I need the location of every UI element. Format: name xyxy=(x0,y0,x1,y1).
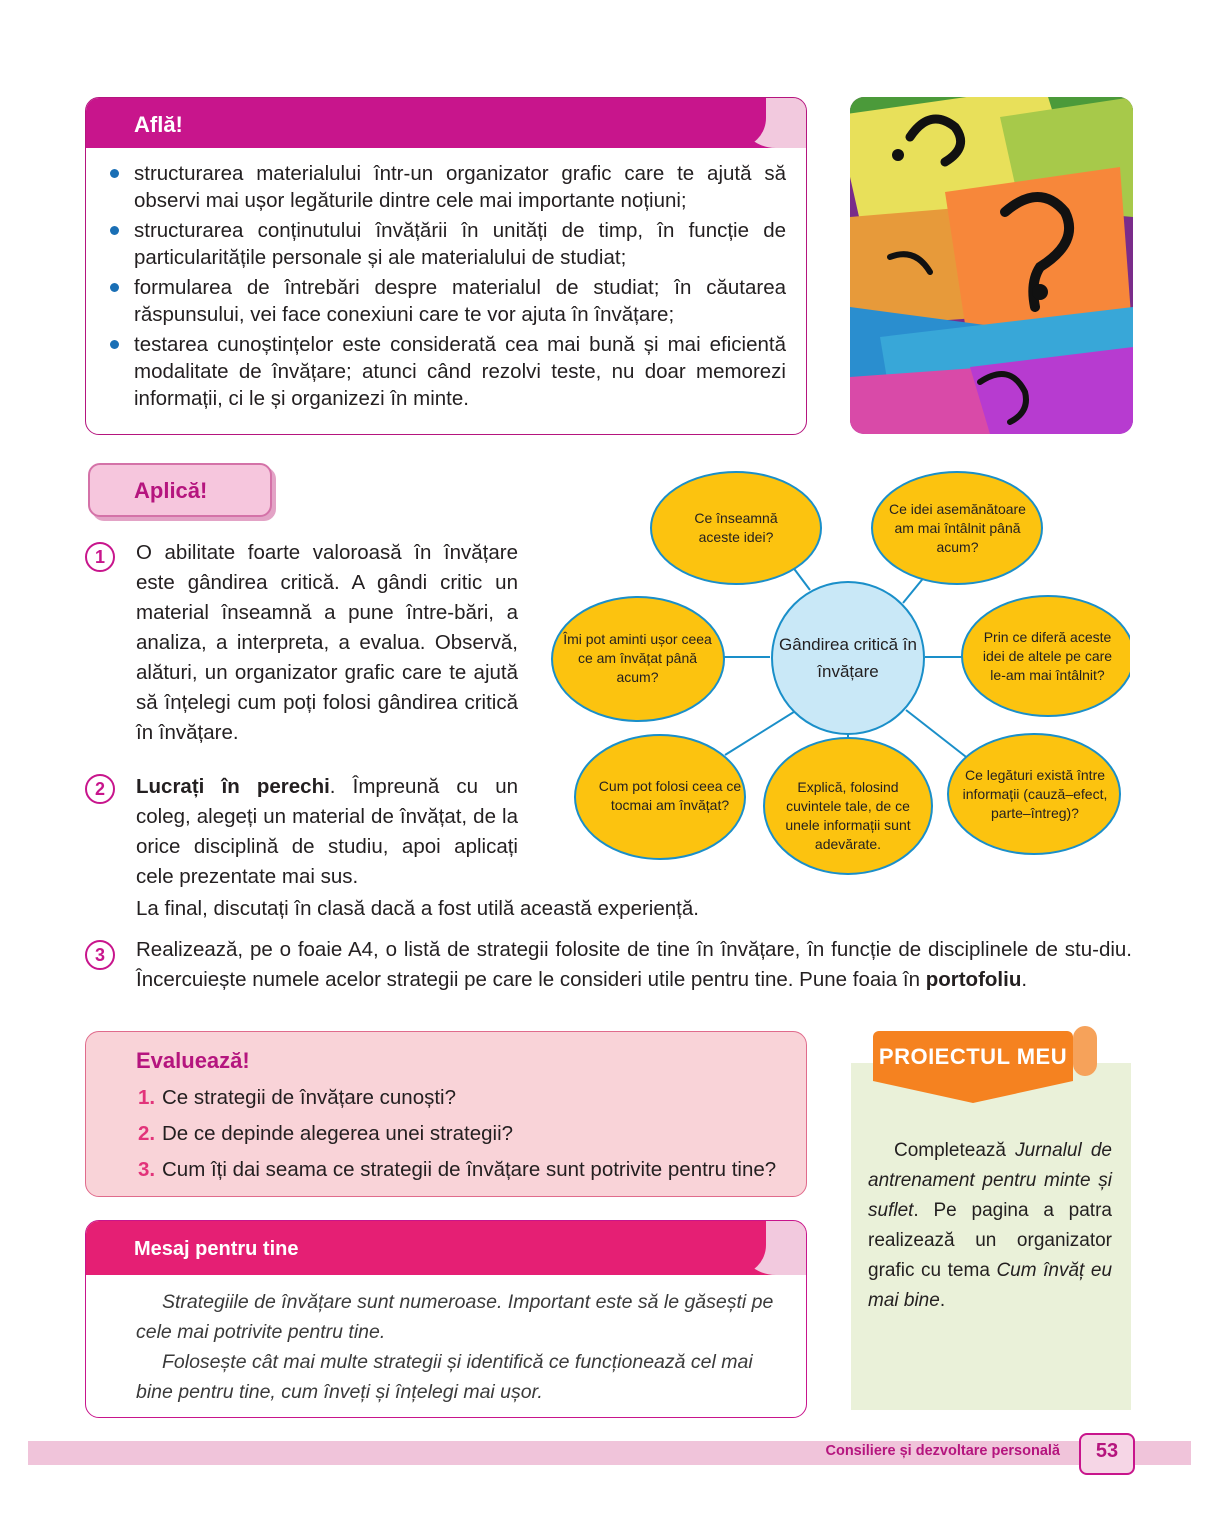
bullet-icon xyxy=(110,169,119,178)
aplica-title: Aplică! xyxy=(134,478,208,503)
proiect-title: PROIECTUL MEU xyxy=(878,1044,1068,1069)
banner-roll xyxy=(1073,1026,1097,1076)
task-2-last-line: La final, discutați în clasă dacă a fost utilă această experiență. xyxy=(136,897,699,920)
question-number: 1. xyxy=(138,1086,156,1109)
proiect-text-3: . xyxy=(939,1290,946,1311)
page-number: 53 xyxy=(1095,1440,1119,1462)
bubble-text: Ce legături există între informații (cauză–efect, parte–întreg)? xyxy=(962,766,1108,821)
task-2-bold: Lucrați în perechi xyxy=(136,775,330,798)
mesaj-section xyxy=(85,1220,807,1418)
list-item xyxy=(106,160,786,214)
mesaj-paragraph-1: Strategiile de învățare sunt numeroase. Important este să le găsești pe cele mai potrivite pentru tine. xyxy=(136,1291,774,1343)
task-2-text xyxy=(136,772,518,892)
proiect-text-1: Completează xyxy=(894,1140,1016,1161)
list-item-text: structurarea materialului într-un organizator grafic care te ajută să observi mai ușor legăturile dintre cele mai importante noțiuni; xyxy=(134,162,786,212)
task-1-text: O abilitate foarte valoroasă în învățare este gândirea critică. A gândi critic un material înseamnă a pune între-bări, a analiza, a interpreta, a evalua. Observă, alături, un organizator grafic care te ajută să înțelegi cum poți folosi gândirea critică în învățare. xyxy=(136,541,518,744)
task-3-end: . xyxy=(1021,968,1028,991)
proiect-text-2: . Pe pagina a patra realizează un organizator grafic cu tema xyxy=(868,1200,1112,1281)
question-text: De ce depinde alegerea unei strategii? xyxy=(162,1122,514,1145)
evalueaza-section xyxy=(85,1031,807,1197)
bullet-icon xyxy=(110,340,119,349)
afla-header xyxy=(86,98,806,148)
bubble-text: Prin ce diferă aceste idei de altele pe care le-am mai întâlnit? xyxy=(982,628,1113,683)
proiect-banner-point xyxy=(873,1081,1073,1103)
afla-list xyxy=(106,160,786,415)
question-text: Ce strategii de învățare cunoști? xyxy=(162,1086,456,1109)
task-number-1: 1 xyxy=(85,542,115,572)
list-item xyxy=(138,1158,776,1182)
bubble-text: Explică, folosind cuvintele tale, de ce unele informații sunt adevărate. xyxy=(785,779,911,852)
list-item-text: formularea de întrebări despre materialul de studiat; în căutarea răspunsului, vei face conexiuni care te vor ajuta în învățare; xyxy=(134,276,786,326)
proiect-text xyxy=(868,1136,1112,1316)
list-item xyxy=(106,274,786,328)
proiect-journal-title: Jurnalul de antrenament pentru minte și suflet xyxy=(868,1140,1112,1221)
question-notes-photo xyxy=(850,97,1133,434)
list-item-text: testarea cunoștințelor este considerată cea mai bună și mai eficientă modalitate de învățare; atunci când rezolvi teste, nu doar memorezi informații, ci le și organizezi în minte. xyxy=(134,333,786,410)
mesaj-title: Mesaj pentru tine xyxy=(134,1238,299,1260)
bubble-text: Ce înseamnă aceste idei? xyxy=(694,510,778,545)
aplica-label xyxy=(88,463,272,517)
bullet-icon xyxy=(110,226,119,235)
question-number: 3. xyxy=(138,1158,156,1181)
question-number: 2. xyxy=(138,1122,156,1145)
list-item xyxy=(138,1122,513,1146)
task-number-2: 2 xyxy=(85,774,115,804)
task-3-bold: portofoliu xyxy=(925,968,1022,991)
proiect-theme: Cum învăț eu mai bine xyxy=(868,1260,1113,1311)
center-bubble-text: Gândirea critică în învățare xyxy=(779,635,917,681)
bubble-text: Ce idei asemănătoare am mai întâlnit până acum? xyxy=(889,500,1026,555)
afla-title: Află! xyxy=(134,112,183,137)
list-item xyxy=(106,331,786,412)
bubble-text: Cum pot folosi ceea ce tocmai am învățat? xyxy=(598,778,742,813)
task-2-body: . Împreună cu un coleg, alegeți un material de învățat, de la orice disciplină de studiu, apoi aplicați cele prezentate mai sus. xyxy=(136,775,518,888)
task-3-text xyxy=(136,935,1132,995)
task-3-body: Realizează, pe o foaie A4, o listă de strategii folosite de tine în învățare, în funcție de disciplinele de stu-diu. Încercuiește numele acelor strategii pe care le consideri utile pentru tine. Pune foaia în xyxy=(136,938,1132,991)
question-text: Cum îți dai seama ce strategii de învățare sunt potrivite pentru tine? xyxy=(162,1158,777,1181)
list-item xyxy=(106,217,786,271)
bullet-icon xyxy=(110,283,119,292)
mesaj-paragraph-2: Folosește cât mai multe strategii și identifică ce funcționează cel mai bine pentru tine, cum înveți și înțelegi mai ușor. xyxy=(136,1351,753,1403)
bubble-text: Îmi pot aminti ușor ceea ce am învățat până acum? xyxy=(563,630,712,685)
task-number-3: 3 xyxy=(85,940,115,970)
question-notes-illustration xyxy=(850,97,1133,434)
afla-section xyxy=(85,97,807,435)
list-item xyxy=(138,1086,456,1110)
footer-subject: Consiliere și dezvoltare personală xyxy=(825,1443,1060,1459)
evalueaza-title: Evaluează! xyxy=(136,1048,250,1073)
list-item-text: structurarea conținutului învățării în unități de timp, în funcție de particularitățile personale și ale materialului de studiat; xyxy=(134,219,786,269)
